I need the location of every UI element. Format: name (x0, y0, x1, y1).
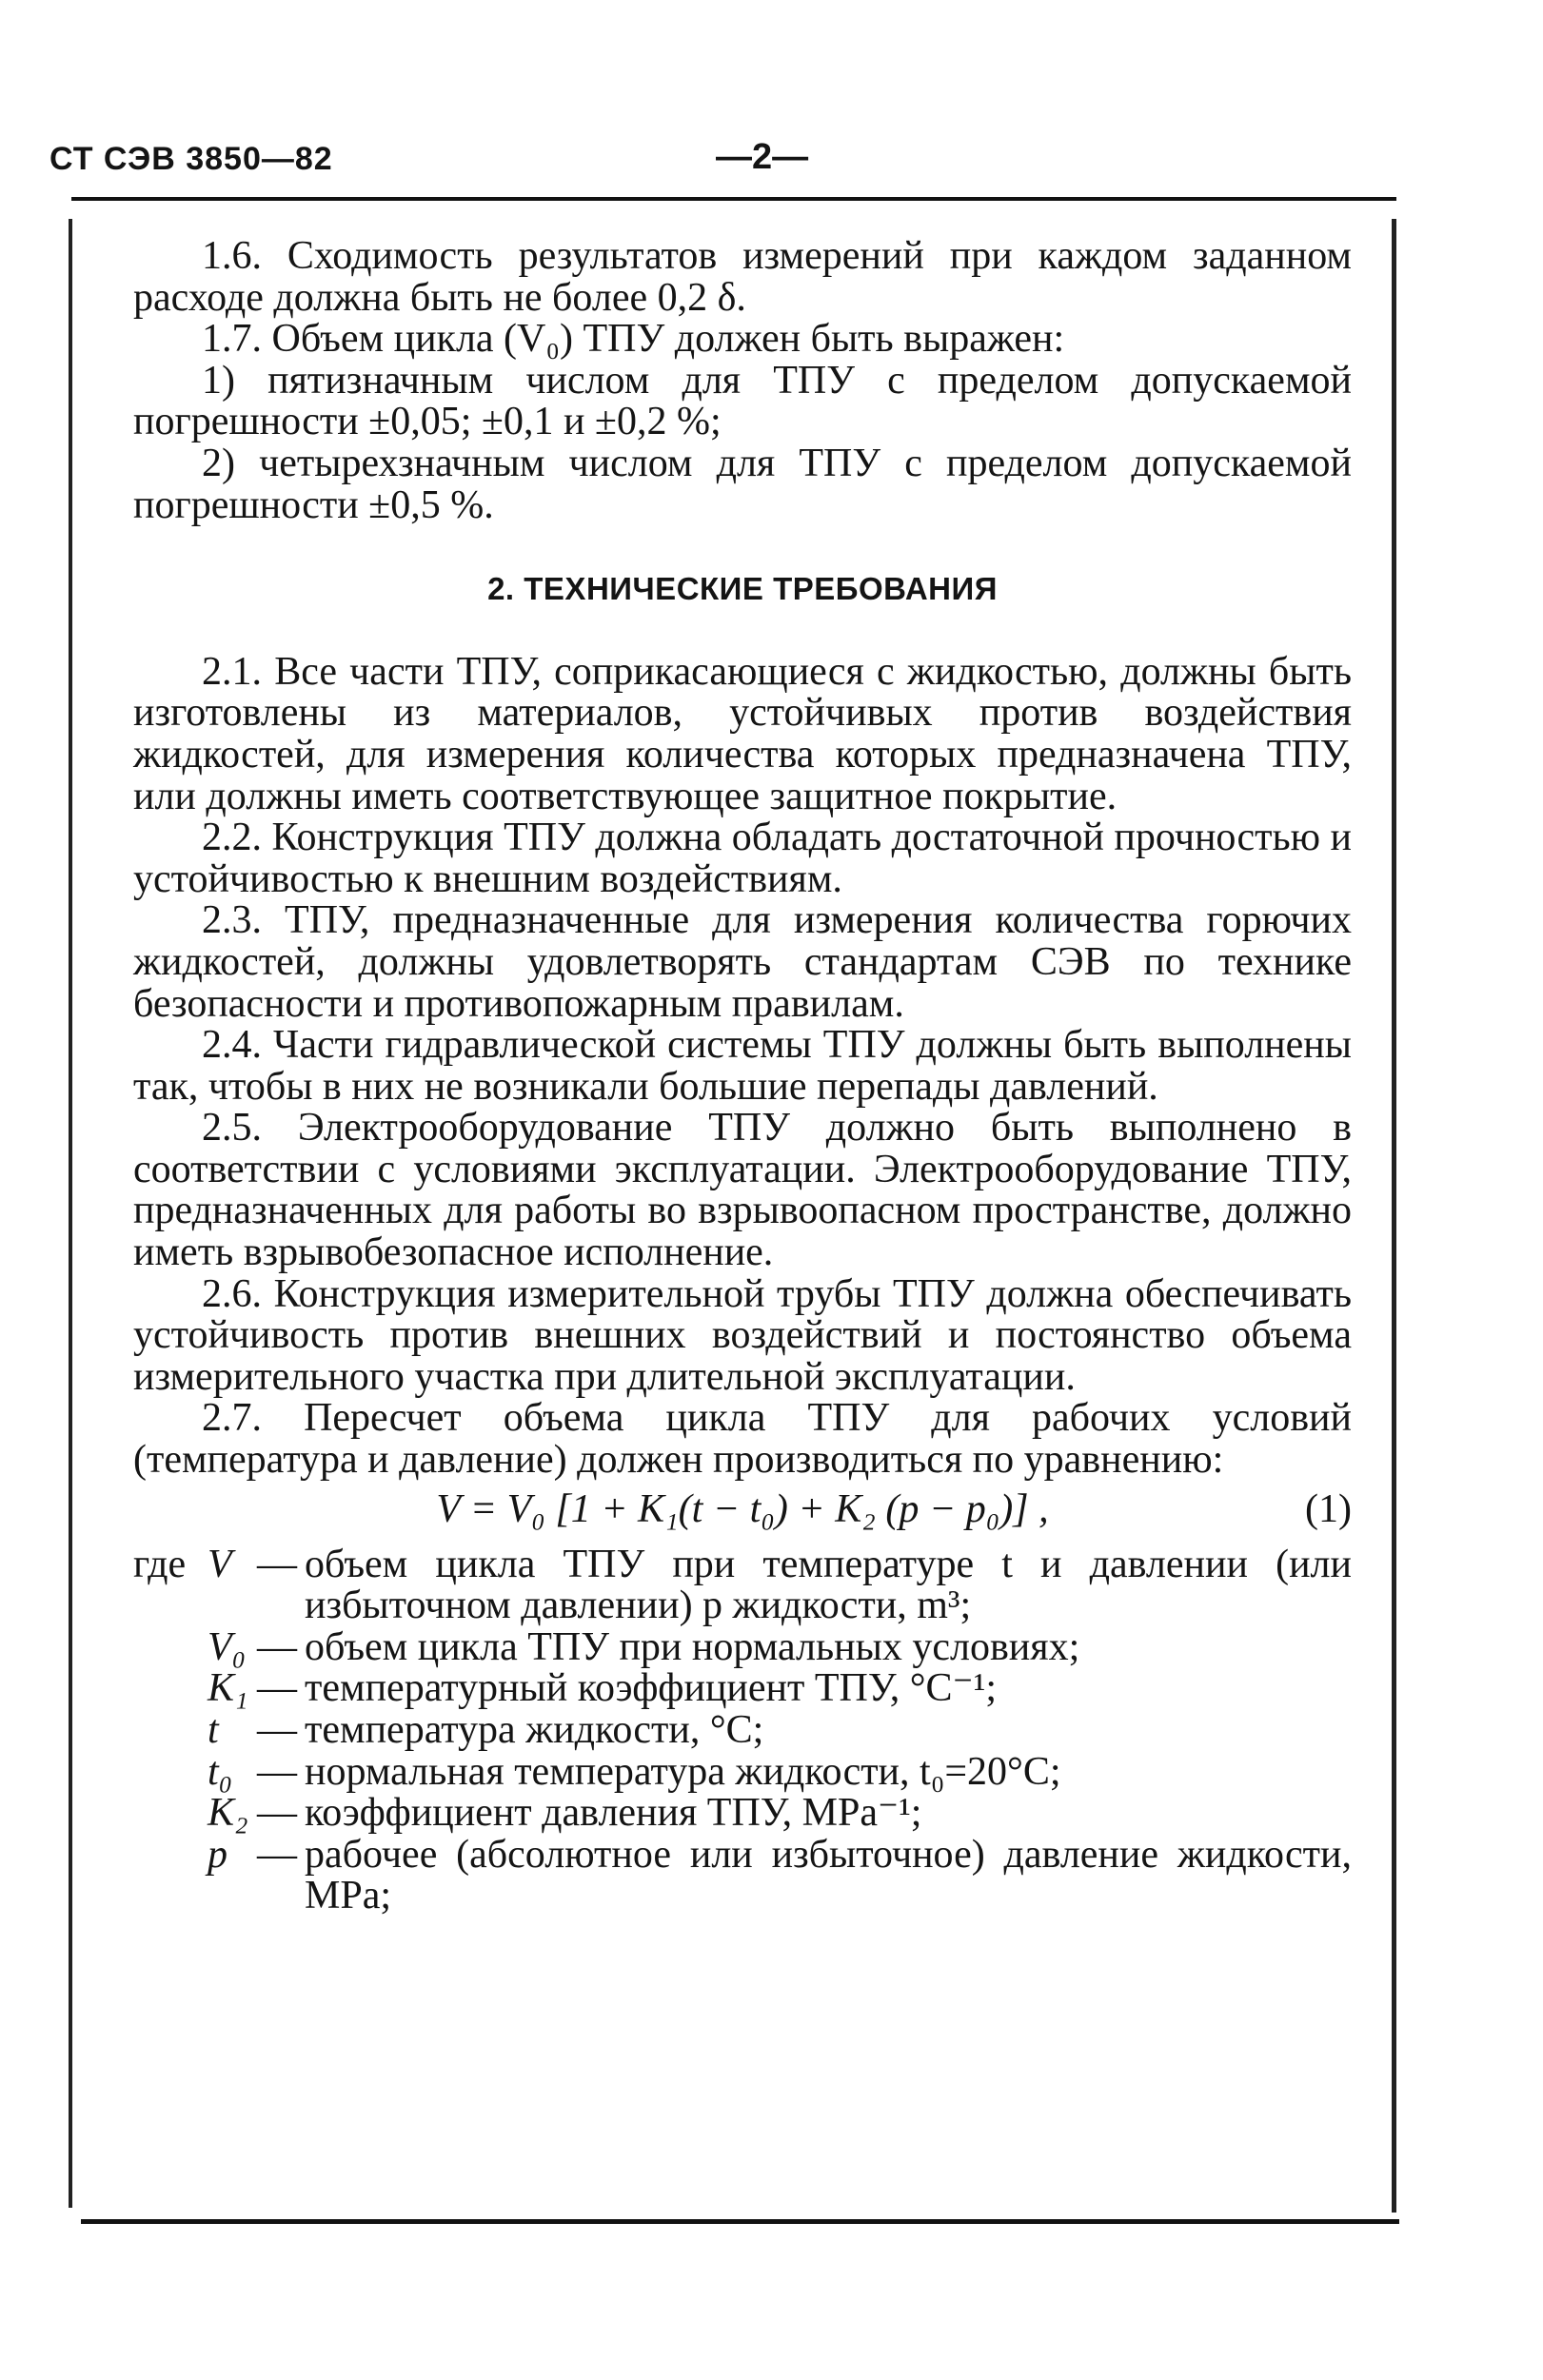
definition-text: температура жидкости, °С; (305, 1708, 764, 1752)
definition-symbol: t (208, 1708, 219, 1752)
definition-item (133, 1832, 1352, 1918)
definition-text: температурный коэффициент ТПУ, °С⁻¹; (305, 1666, 997, 1711)
definition-dash: — (257, 1666, 297, 1711)
paragraph-2-2: 2.2. Конструкция ТПУ должна обладать достаточной прочностью и устойчивостью к внешним воздействиям. (133, 816, 1352, 901)
page-number: —2— (716, 137, 809, 177)
paragraph-2-4: 2.4. Части гидравлической системы ТПУ должны быть выполнены так, чтобы в них не возникали большие перепады давлений. (133, 1023, 1352, 1109)
definition-text: объем цикла ТПУ при температуре t и давлении (или избыточном давлении) p жидкости, m³; (305, 1542, 1352, 1628)
paragraph-2-7: 2.7. Пересчет объема цикла ТПУ для рабочих условий (температура и давление) должен производиться по уравнению: (133, 1396, 1352, 1483)
definition-text: коэффициент давления ТПУ, МРа⁻¹; (305, 1791, 922, 1836)
formula-row (133, 1486, 1352, 1541)
formula-expression: V = V₀ [1 + K₁(t − t₀) + K₂ (p − p₀)] , (436, 1486, 1049, 1531)
list-item-2: 2) четырехзначным числом для ТПУ с пределом допускаемой погрешности ±0,5 %. (133, 441, 1352, 527)
list-item-1: 1) пятизначным числом для ТПУ с пределом допускаемой погрешности ±0,05; ±0,1 и ±0,2 %; (133, 358, 1352, 444)
definition-symbol: V (208, 1542, 232, 1586)
page-header (49, 137, 1401, 188)
definition-item (133, 1668, 1352, 1710)
definition-symbol: t₀ (208, 1749, 233, 1794)
paragraph-2-5: 2.5. Электрооборудование ТПУ должно быть выполнено в соответствии с условиями эксплуатации. Электрооборудование ТПУ, предназначенных для работы во взрывоопасном пространстве, должно иметь взрывобезопасное исполнение. (133, 1106, 1352, 1275)
definition-symbol: K₁ (208, 1666, 248, 1711)
paragraph-2-3: 2.3. ТПУ, предназначенные для измерения количества горючих жидкостей, должны удовлетворять стандартам СЭВ по технике безопасности и противопожарным правилам. (133, 898, 1352, 1026)
definition-dash: — (257, 1791, 297, 1836)
document-body (133, 236, 1352, 1918)
definitions-lead-word: где (133, 1542, 187, 1586)
definition-item (133, 1710, 1352, 1752)
definition-dash: — (257, 1832, 297, 1877)
definition-text: объем цикла ТПУ при нормальных условиях; (305, 1624, 1080, 1669)
definition-item (133, 1544, 1352, 1627)
frame-left-border (69, 219, 72, 2208)
paragraph-1-7: 1.7. Объем цикла (V₀) ТПУ должен быть выражен: (202, 317, 1065, 362)
definition-text: нормальная температура жидкости, t₀=20°С; (305, 1749, 1061, 1794)
paragraph-1-6: 1.6. Сходимость результатов измерений при каждом заданном расходе должна быть не более 0,2 δ. (133, 234, 1352, 320)
definition-item (133, 1793, 1352, 1835)
section-title: 2. ТЕХНИЧЕСКИЕ ТРЕБОВАНИЯ (487, 571, 998, 607)
definition-text: рабочее (абсолютное или избыточное) давление жидкости, МРа; (305, 1832, 1352, 1918)
paragraph-2-6: 2.6. Конструкция измерительной трубы ТПУ должна обеспечивать устойчивость против внешних воздействий и постоянство объема измерительного участка при длительной эксплуатации. (133, 1271, 1352, 1399)
definition-dash: — (257, 1624, 297, 1669)
definition-symbol: p (208, 1832, 227, 1877)
definition-item (133, 1624, 1352, 1669)
definition-dash: — (257, 1708, 297, 1752)
definition-dash: — (257, 1749, 297, 1794)
definition-symbol: V₀ (208, 1624, 247, 1669)
definitions-list (133, 1544, 1352, 1918)
definition-symbol: K₂ (208, 1791, 248, 1836)
header-rule (71, 197, 1396, 201)
definition-item (133, 1749, 1352, 1794)
paragraph-2-1: 2.1. Все части ТПУ, соприкасающиеся с жидкостью, должны быть изготовлены из материалов, устойчивых против воздействия жидкостей, для измерения количества которых предназначена ТПУ, или должны иметь соответствующее защитное покрытие. (133, 649, 1352, 818)
footer-rule (81, 2219, 1399, 2224)
definition-dash: — (257, 1542, 297, 1586)
standard-code: СТ СЭВ 3850—82 (49, 141, 333, 177)
frame-right-border (1392, 219, 1396, 2213)
equation-number: (1) (1305, 1486, 1352, 1531)
